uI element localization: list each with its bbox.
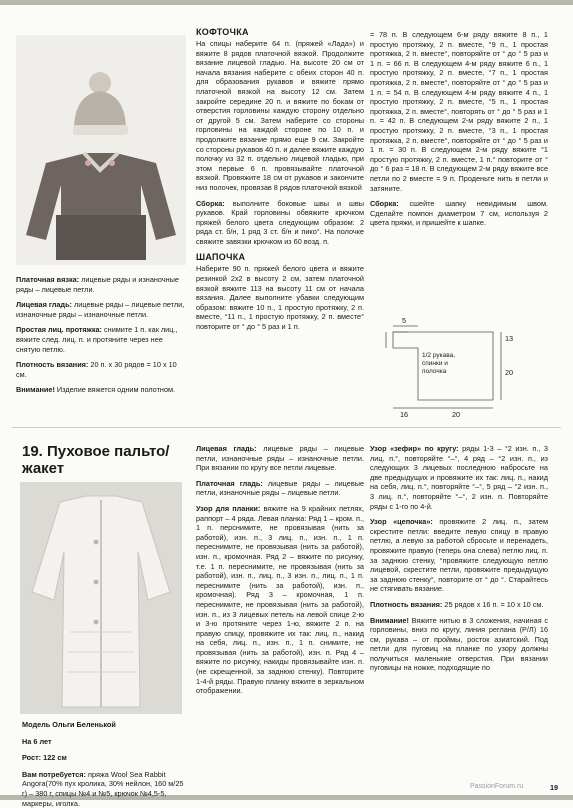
coat-vnimanie: Внимание! Вяжите нитью в 3 сложения, начиная с горловины, вниз по кругу, линия реглана (Р/Л) 16 см, рукава – от проймы, росток азиатский. Под петли для пуговиц на планке по узору должны получиться маленькие отверстия. При вязании пуговицы на ножке, подходящие по: [370, 615, 548, 673]
coat-cepochka: Узор «цепочка»: провяжите 2 лиц. п., затем скрестите петли: введите левую спицу в правую петлю, а левую за работой сбросьте и перенадеть, провяжите правую (теперь она слева) петлю лиц. п. за заднюю стенку, °провяжите следующую петлю лицевой, скрестите петли, провяжите предыдущую за заднюю стенку°, повторите от ° до °. Старайтесь не стягивать вязание.: [370, 517, 548, 594]
dim-16: 16: [400, 410, 409, 419]
diagram-label: 1/2 рукава, спинки и полочка: [422, 352, 456, 375]
hat-decrease-text: = 78 п. В следующем 6-м ряду вяжите 8 п., 1 простую протяжку, 2 п. вместе, °9 п., 1 простая протяжка, 2 п. вместе°, повторяйте от ° до ° 5 раз и 1 п. = 66 п. В следующем 4-м ряду вяжите 6 п., 1 простую протяжку, 2 п. вместе, °7 п., 1 простая протяжка, 2 п. вместе°, повторяйте от ° до ° 5 раз и 1 п. = 54 п. В следующем 4-м ряду вяжите 4 п., 1 простую протяжку, 2 п. вместе, °5 п., 1 простая протяжка, 2 п. вместе°, повторять от ° до ° 5 раз и 1 п. = 42 п. В следующем 2-м ряду вяжите 2 п., 1 простую протяжку, 2 п. вместе, °3 п., 1 простая протяжка, 2 п. вместе°, повторяйте от ° до ° 5 раз и 1 п. = 30 п. В следующем 2-м ряду вяжите °1 простую протяжку, 2 п. вместе, 1 п.° повторите от ° до ° 6 раз = 18 п. В следующем 2-м ряду вяжите все петли по 2 вместе = 9 п. Проденьте нить в петли и затяните.: [370, 30, 548, 193]
note-plotnost: Плотность вязания: 20 п. х 30 рядов = 10 х 10 см.: [16, 360, 177, 379]
coat-platochnaya: Платочная гладь: лицевые ряды – лицевые петли, изнаночные ряды – лицевые петли.: [196, 478, 365, 498]
dim-5: 5: [402, 316, 407, 325]
dim-20-vertical: 20: [505, 368, 514, 377]
note-platochnaya: Платочная вязка: лицевые ряды и изнаночные ряды – лицевые петли.: [16, 275, 179, 294]
hat-text: Наберите 90 п. пряжей белого цвета и вяжите резинкой 2х2 в высоту 2 см, затем платочной вязкой вяжите 113 на высоту 11 см от начала вязания. Далее выполните убавки следующим образом: вяжите 10 п., 1 простую протяжку, 2 п. вместе, °11 п., 1 простую протяжку, 2 п. вместе° повторите от ° до ° 5 раз и 1 п.: [196, 264, 364, 332]
jacket-heading: КОФТОЧКА: [196, 27, 249, 37]
jacket-hat-photo: [16, 35, 186, 265]
coat-plotnost: Плотность вязания: 25 рядов х 16 п. = 10 х 10 см.: [370, 599, 544, 609]
bottom-middle-column: [196, 444, 364, 696]
age: На 6 лет: [22, 736, 52, 746]
coat-licevaya: Лицевая гладь: лицевые ряды – лицевые петли, изнаночные ряды – изнаночные петли. При вязании по кругу все петли лицевые.: [196, 444, 365, 473]
note-protyazhka: Простая лиц. протяжка: снимите 1 п. как лиц., вяжите след. лиц. п. и протяните через нее снятую петлю.: [16, 325, 178, 354]
coat-illustration: [20, 482, 182, 714]
top-middle-column: [196, 27, 364, 332]
model-info: [22, 720, 187, 808]
note-licevaya: Лицевая гладь: лицевые ряды – лицевые петли, изнаночные ряды – изнаночные петли.: [16, 300, 185, 319]
top-left-notes: [16, 275, 188, 395]
coat-zefir: Узор «зефир» по кругу: ряды 1-3 – °2 изн. п., 3 лиц. п.°, повторяйте °–°, 4 ряд – °2 изн. п., из следующих 3 лицевых последнюю набросьте на две предыдущих и провяжите их так: лиц. п., накид на себя, лиц. п.°, повторяйте °–°, 5 ряд – °2 изн. п., 3 лиц. п.°, повторяйте °–°, 2 изн. п. Повторяйте ряды с 1-го по 4-й.: [370, 444, 548, 511]
model-author: Модель Ольги Беленькой: [22, 720, 116, 729]
section-separator: [12, 427, 561, 428]
bottom-right-column: [370, 444, 548, 673]
page-number: 19: [550, 783, 559, 792]
materials: Вам потребуется: пряжа Wool Sea Rabbit Angora(70% пух кролика, 30% нейлон, 160 м/25 г) – 380 г, спицы №4 и №5, крючок №4,5-5, маркеры, иголка.: [22, 769, 184, 808]
top-right-column: [370, 30, 548, 228]
hat-heading: ШАПОЧКА: [196, 252, 246, 263]
pattern-diagram: [378, 316, 518, 420]
jacket-text: На спицы наберите 64 п. (пряжей «Лада») и вяжите 8 рядов платочной вязкой. Продолжите вязание лицевой гладью. На высоте 20 см от начала вязания наберите с обеих сторон 40 п. для образования рукавов и вяжите прямо платочной вязкой на высоту 12 см. Затем закройте середине 20 п. и вяжите по бокам от отверстия горловины каждую сторону отдельно от другой 5 см. Затем наберите со стороны горловины на каждой стороне по 10 п. и продолжите вязание прямо еще 9 см. Закройте со стороны рукавов 40 п. и далее вяжите каждую полочку из 32 п. отдельно лицевой гладью, при этом первые 6 п. провязывайте платочной вязкой. Провяжите 18 см от рукавов и закончите низ полочек, провязав 8 рядов платочной вязкой: [196, 39, 364, 192]
top-border: [0, 0, 573, 5]
coat-photo: [20, 482, 182, 714]
dim-20-horizontal: 20: [452, 410, 461, 419]
pattern-title: 19. Пуховое пальто/ жакет: [22, 443, 170, 477]
watermark: PassionForum.ru: [470, 783, 524, 790]
hat-assembly: Сборка: сшейте шапку невидимым швом. Сделайте помпон диаметром 7 см, используя 2 цвета пряжи, и пришейте к шапке.: [370, 199, 548, 228]
note-vnimanie: Внимание! Изделие вяжется одним полотном.: [16, 385, 176, 395]
jacket-assembly: Сборка: выполните боковые швы и швы рукавов. Край горловины обвяжите крючком пряжей белого цвета следующим образом: 2 ряда ст. б/н, 1 ряд 3 ст. б/н и пико°. На полочке свяжите завязки крючком из 60 возд. п.: [196, 198, 364, 246]
height: Рост: 122 см: [22, 753, 67, 763]
dim-13: 13: [505, 334, 514, 343]
coat-planka: Узор для планки: вяжите на 9 крайних петлях, раппорт – 4 ряда. Левая планка: Ряд 1 – кром. п., 1 п. перснимите, не провязывая (нить за работой), изн. п., 3 лиц. п., изн. п., 1 п. переснимите, не провязывая (нить за работой), изн. п., кромочная. Ряд 2 – вяжите по рисунку, т.е. 1 п. переснимите, не провязывая (нить за работой), изн. п., лиц. п., 3 изн. п., лиц. п., 1 п. переснимите (нить за работой), изн. п., кромочная). Ряд 3 – кромочная, 1 п. переснимите, не провязывая (нить за работой), изн. п., из 3 лицевых петель на левой спице 2-ю и 3-ю протяните через 1-ю, вяжите 2 п. на правую спицу, провяжите их так: лиц. п., накид на себя, лиц. п., изн. п., 1 п. снимите, не провязывая (нить за работой), изн. п. Ряд 4 – вяжите по рисунку, накиды провязывайте изн. п. (не скрещенной, за заднюю стенку). Повторите 1-4-й ряды. Правую планку вяжите в зеркальном отображении.: [196, 503, 364, 696]
jacket-hat-illustration: [16, 35, 186, 265]
